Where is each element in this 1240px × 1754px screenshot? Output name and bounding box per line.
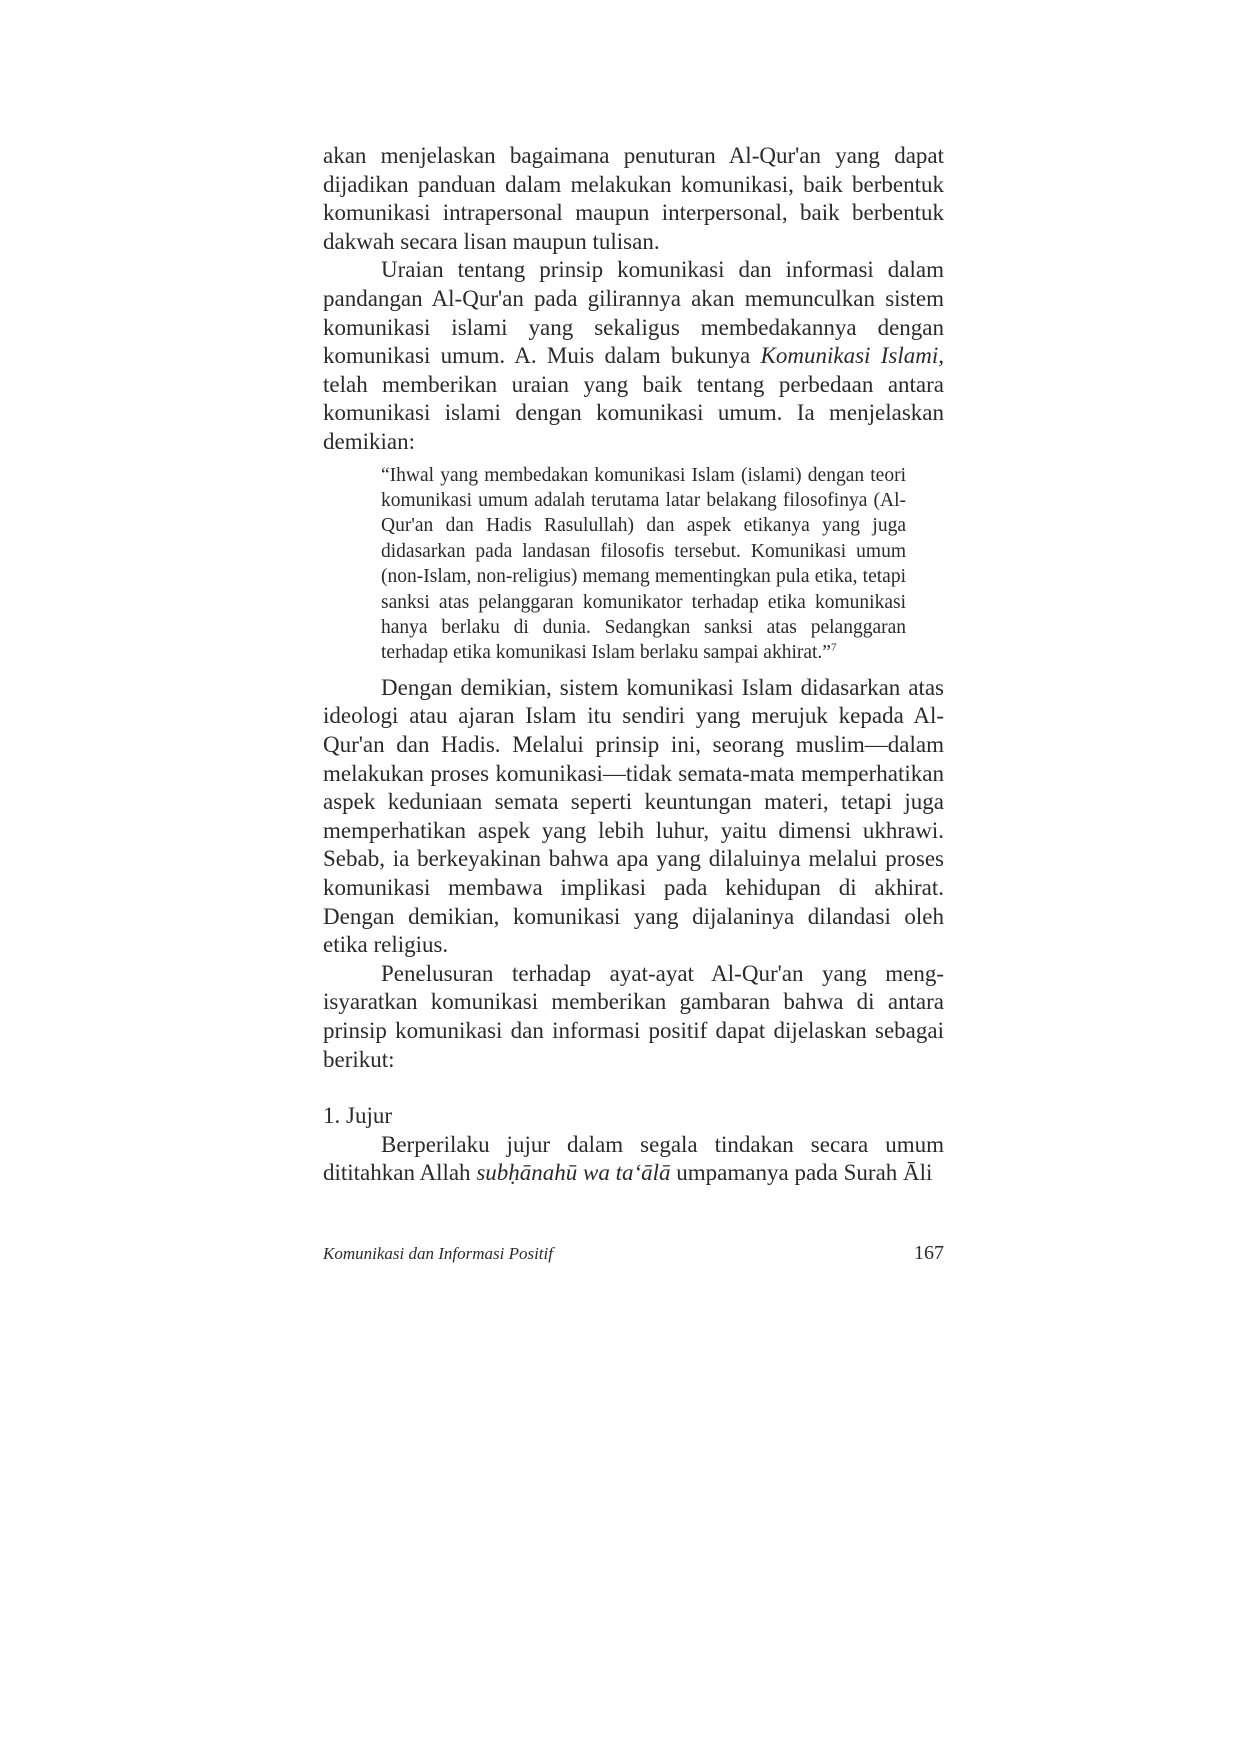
quote-text: “Ihwal yang membedakan komunikasi Islam (islami) dengan teori komunikasi umum adalah terutama latar belakang filosofinya (Al-Qur'an dan Hadis Rasulullah) dan aspek etikanya yang juga didasarkan pada landasan filosofis tersebut. Komunikasi umum (non-Islam, non-religius) memang mementingkan pula etika, tetapi sanksi atas pelanggaran komunikator terhadap etika komunikasi hanya berlaku di dunia. Sedangkan sanksi atas pelanggaran terhadap etika komunikasi Islam berlaku sampai akhirat.” xyxy=(381,464,906,664)
footnote-marker: 7 xyxy=(830,641,837,654)
section-heading: 1. Jujur xyxy=(323,1103,392,1129)
running-footer-title: Komunikasi dan Informasi Positif xyxy=(323,1244,553,1263)
paragraph-uraian xyxy=(323,256,944,456)
book-title: Komunikasi Islami, xyxy=(760,343,945,369)
page-number: 167 xyxy=(914,1242,944,1264)
paragraph-jujur-text-1: Berperilaku jujur dalam segala tindakan secara umum dititahkan Allah xyxy=(323,1131,944,1186)
page-body xyxy=(323,142,944,1188)
arabic-transliteration: subḥānahū wa ta‘ālā xyxy=(476,1160,671,1186)
page-footer xyxy=(323,1242,944,1265)
paragraph-jujur xyxy=(323,1131,944,1188)
paragraph-uraian-text-2: telah memberikan uraian yang baik tentang perbedaan antara komunikasi islami dengan komunikasi umum. Ia menjelaskan demikian: xyxy=(323,371,944,454)
paragraph-uraian-text-1: Uraian tentang prinsip komunikasi dan informasi dalam pandangan Al-Qur'an pada gilirannya akan memunculkan sistem komunikasi islami yang sekaligus membedakannya dengan komunikasi umum. A. Muis dalam bukunya xyxy=(323,257,944,369)
paragraph-penelusuran: Penelusuran terhadap ayat-ayat Al-Qur'an yang mengisyaratkan komunikasi memberikan gambaran bahwa di antara prinsip komunikasi dan informasi positif dapat dijelaskan sebagai berikut: xyxy=(323,960,944,1072)
paragraph-jujur-text-2: umpamanya pada Surah Āli xyxy=(670,1160,933,1186)
block-quote xyxy=(381,463,906,666)
paragraph-dengan-demikian: Dengan demikian, sistem komunikasi Islam didasarkan atas ideologi atau ajaran Islam itu sendiri yang merujuk kepada Al-Qur'an dan Hadis. Melalui prinsip ini, seorang muslim—dalam melakukan proses komunikasi—tidak semata-mata memperhatikan aspek keduniaan semata seperti keuntungan materi, tetapi juga memperhatikan aspek yang lebih luhur, yaitu dimensi ukhrawi. Sebab, ia berkeyakinan bahwa apa yang dilaluinya melalui proses komunikasi membawa implikasi pada kehidupan di akhirat. Dengan demikian, komunikasi yang dijalaninya dilandasi oleh etika religius. xyxy=(323,674,944,958)
paragraph-continuation: akan menjelaskan bagaimana penuturan Al-Qur'an yang dapat dijadikan panduan dalam melakukan komunikasi, baik berbentuk komunikasi intrapersonal maupun interpersonal, baik berbentuk dakwah secara lisan maupun tulisan. xyxy=(323,143,944,254)
